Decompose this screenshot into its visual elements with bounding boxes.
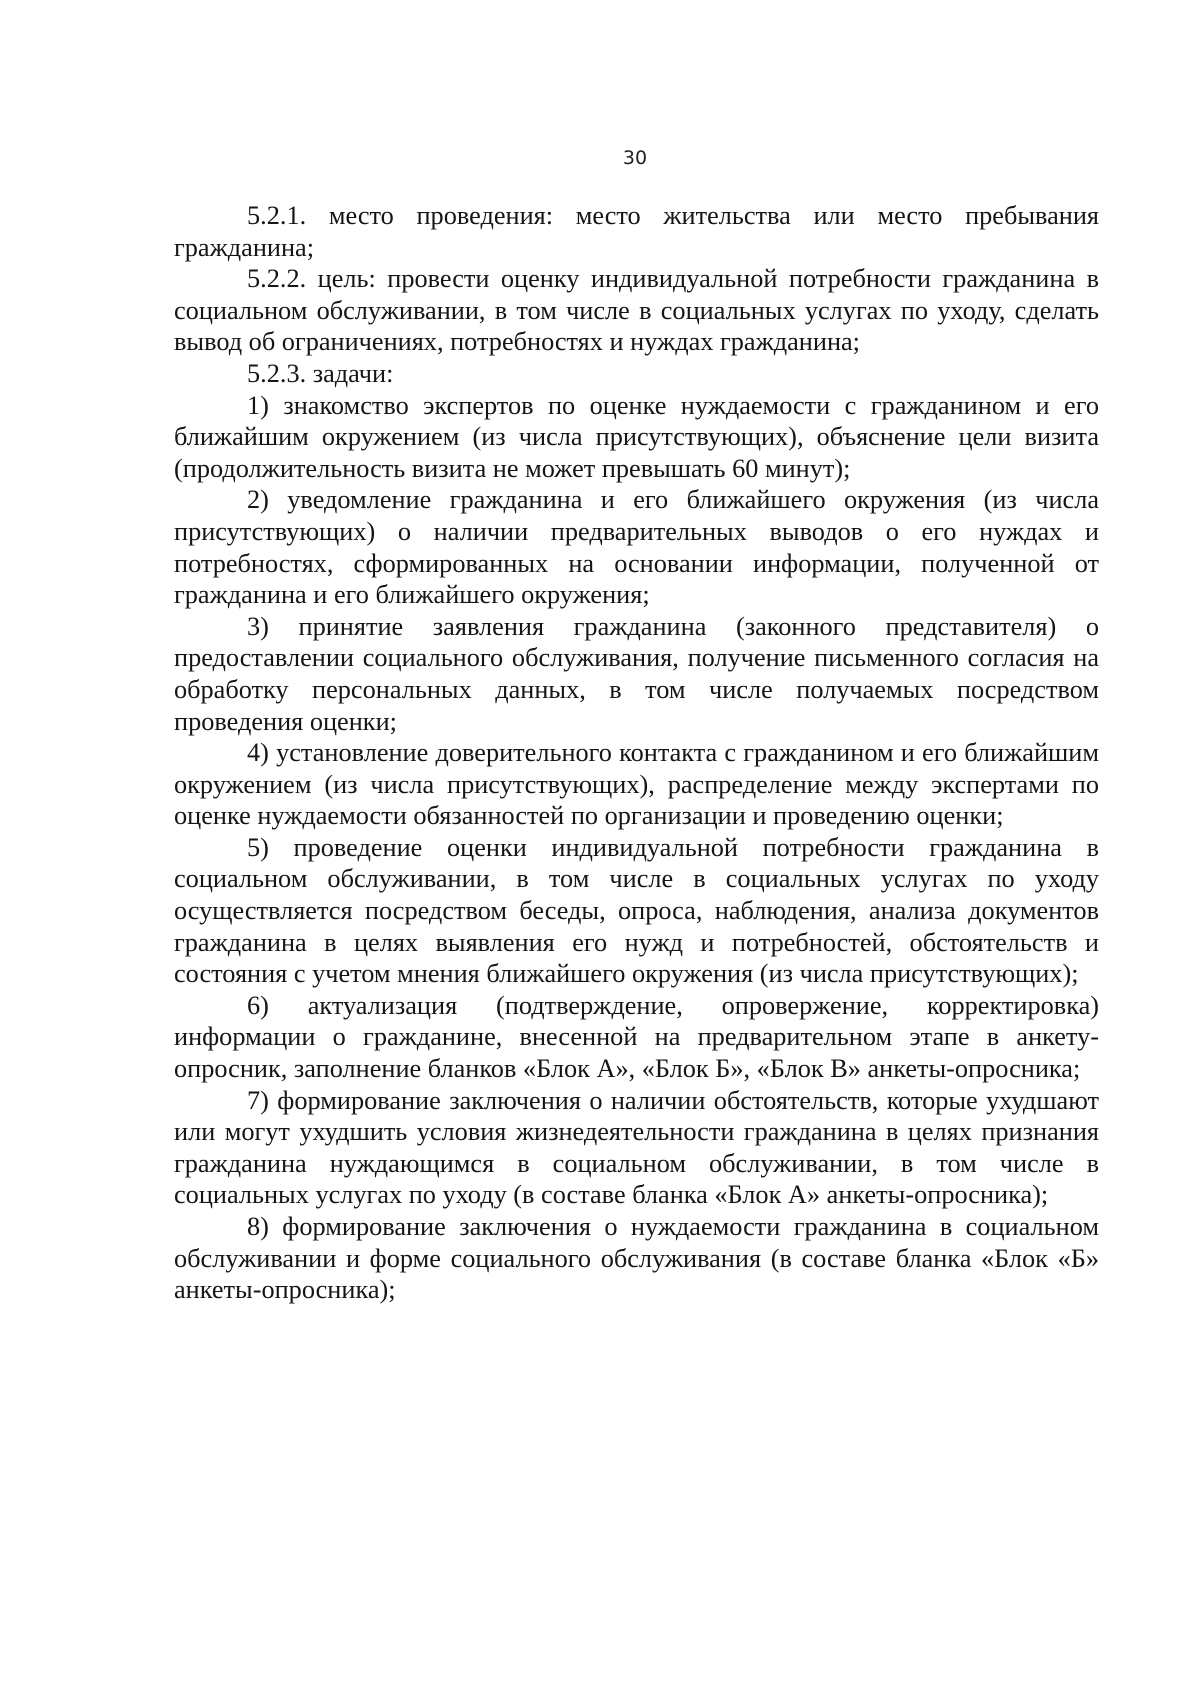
list-item-2: 2) уведомление гражданина и его ближайшего окружения (из числа присутствующих) о наличии предварительных выводов о его нуждах и потребностях, сформированных на основании информации, полученной от гражданина и его ближайшего окружения;	[174, 485, 1099, 610]
document-body	[174, 200, 1099, 1306]
list-item-6: 6) актуализация (подтверждение, опровержение, корректировка) информации о гражданине, внесенной на предварительном этапе в анкету-опросник, заполнение бланков «Блок А», «Блок Б», «Блок В» анкеты-опросника;	[174, 990, 1099, 1084]
page-number: 30	[622, 147, 648, 169]
list-item-5: 5) проведение оценки индивидуальной потребности гражданина в социальном обслуживании, в том числе в социальных услугах по уходу осуществляется посредством беседы, опроса, наблюдения, анализа документов гражданина в целях выявления его нужд и потребностей, обстоятельств и состояния с учетом мнения ближайшего окружения (из числа присутствующих);	[174, 832, 1099, 989]
list-item-7: 7) формирование заключения о наличии обстоятельств, которые ухудшают или могут ухудшить условия жизнедеятельности гражданина в целях признания гражданина нуждающимся в социальном обслуживании, в том числе в социальных услугах по уходу (в составе бланка «Блок А» анкеты-опросника);	[174, 1085, 1099, 1210]
list-item-4: 4) установление доверительного контакта с гражданином и его ближайшим окружением (из числа присутствующих), распределение между экспертами по оценке нуждаемости обязанностей по организации и проведению оценки;	[174, 738, 1099, 831]
paragraph-5-2-3: 5.2.3. задачи:	[247, 358, 394, 388]
paragraph-5-2-2: 5.2.2. цель: провести оценку индивидуальной потребности гражданина в социальном обслуживании, в том числе в социальных услугах по уходу, сделать вывод об ограничениях, потребностях и нуждах гражданина;	[174, 264, 1099, 357]
list-item-1: 1) знакомство экспертов по оценке нуждаемости с гражданином и его ближайшим окружением (из числа присутствующих), объяснение цели визита (продолжительность визита не может превышать 60 минут);	[174, 390, 1099, 483]
list-item-3: 3) принятие заявления гражданина (законного представителя) о предоставлении социального обслуживания, получение письменного согласия на обработку персональных данных, в том числе получаемых посредством проведения оценки;	[174, 611, 1099, 736]
paragraph-5-2-1: 5.2.1. место проведения: место жительства или место пребывания гражданина;	[174, 201, 1099, 262]
list-item-8: 8) формирование заключения о нуждаемости гражданина в социальном обслуживании и форме социального обслуживания (в составе бланка «Блок «Б» анкеты-опросника);	[174, 1212, 1099, 1305]
